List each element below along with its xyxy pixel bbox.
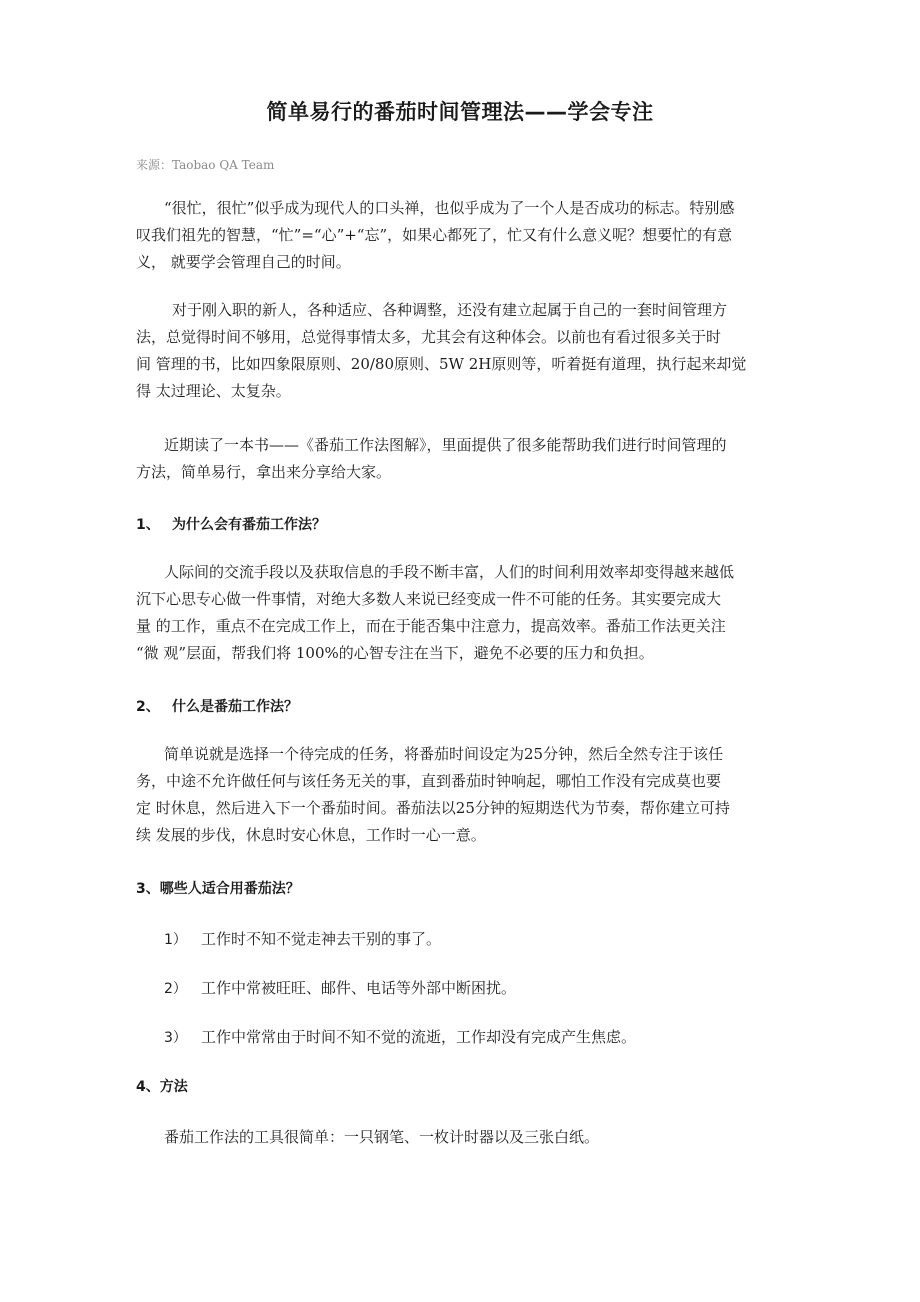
section-heading-2 (136, 696, 298, 716)
paragraph-book (136, 432, 796, 486)
section-heading-4 (136, 1076, 188, 1096)
list-item (164, 977, 516, 998)
list-text: 工作时不知不觉走神去干别的事了。 (201, 930, 442, 948)
text-line: “很忙，很忙”似乎成为现代人的口头禅，也似乎成为了一个人是否成功的标志。特别感 (164, 199, 735, 217)
paragraph-what (136, 741, 796, 849)
text-line: 定 时休息，然后进入下一个番茄时间。番茄法以25分钟的短期迭代为节奏，帮你建立可持 (136, 799, 730, 817)
list-item (164, 928, 441, 949)
text-line: 近期读了一本书——《番茄工作法图解》，里面提供了很多能帮助我们进行时间管理的 (164, 436, 727, 454)
text-line: 得 太过理论、太复杂。 (136, 382, 291, 400)
text-line: 叹我们祖先的智慧，“忙”=“心”+“忘”，如果心都死了，忙又有什么意义呢？想要忙的有意 (136, 226, 733, 244)
heading-text: 4、方法 (136, 1079, 188, 1095)
heading-text: 什么是番茄工作法？ (172, 699, 298, 715)
text-line: 番茄工作法的工具很简单：一只钢笔、一枚计时器以及三张白纸。 (164, 1128, 600, 1146)
text-line: 方法，简单易行，拿出来分享给大家。 (136, 463, 392, 481)
paragraph-tools (136, 1124, 796, 1151)
text-line: 人际间的交流手段以及获取信息的手段不断丰富，人们的时间利用效率却变得越来越低 (164, 563, 735, 581)
section-heading-1 (136, 514, 326, 534)
paragraph-intro (136, 195, 796, 276)
source-line: 来源：Taobao QA Team (136, 158, 275, 172)
text-line: 法，总觉得时间不够用，总觉得事情太多，尤其会有这种体会。以前也有看过很多关于时 (136, 328, 722, 346)
text-line: 间 管理的书，比如四象限原则、20/80原则、5W 2H原则等，听着挺有道理，执行起来却觉 (136, 355, 747, 373)
heading-text: 3、哪些人适合用番茄法？ (136, 881, 300, 897)
section-heading-3 (136, 878, 300, 898)
list-text: 工作中常常由于时间不知不觉的流逝，工作却没有完成产生焦虑。 (201, 1028, 637, 1046)
text-line: 简单说就是选择一个待完成的任务，将番茄时间设定为25分钟，然后全然专注于该任 (164, 745, 724, 763)
text-line: 务，中途不允许做任何与该任务无关的事，直到番茄时钟响起，哪怕工作没有完成莫也要 (136, 772, 722, 790)
paragraph-newcomers (136, 297, 796, 405)
text-line: 量 的工作，重点不在完成工作上，而在于能否集中注意力，提高效率。番茄工作法更关注 (136, 617, 726, 635)
text-line: “微 观”层面，帮我们将 100%的心智专注在当下，避免不必要的压力和负担。 (136, 644, 654, 662)
list-number: 1） (164, 932, 187, 948)
page-title: 简单易行的番茄时间管理法——学会专注 (266, 100, 654, 124)
text-line: 对于刚入职的新人，各种适应、各种调整，还没有建立起属于自己的一套时间管理方 (172, 301, 728, 319)
heading-number: 2、 (136, 699, 160, 715)
list-number: 2） (164, 981, 187, 997)
text-line: 义， 就要学会管理自己的时间。 (136, 253, 351, 271)
heading-text: 为什么会有番茄工作法？ (172, 517, 326, 533)
paragraph-why (136, 559, 796, 667)
list-text: 工作中常被旺旺、邮件、电话等外部中断困扰。 (201, 979, 517, 997)
text-line: 沉下心思专心做一件事情，对绝大多数人来说已经变成一件不可能的任务。其实要完成大 (136, 590, 722, 608)
list-number: 3） (164, 1030, 187, 1046)
list-item (164, 1026, 636, 1047)
heading-number: 1、 (136, 517, 160, 533)
text-line: 续 发展的步伐，休息时安心休息，工作时一心一意。 (136, 826, 486, 844)
